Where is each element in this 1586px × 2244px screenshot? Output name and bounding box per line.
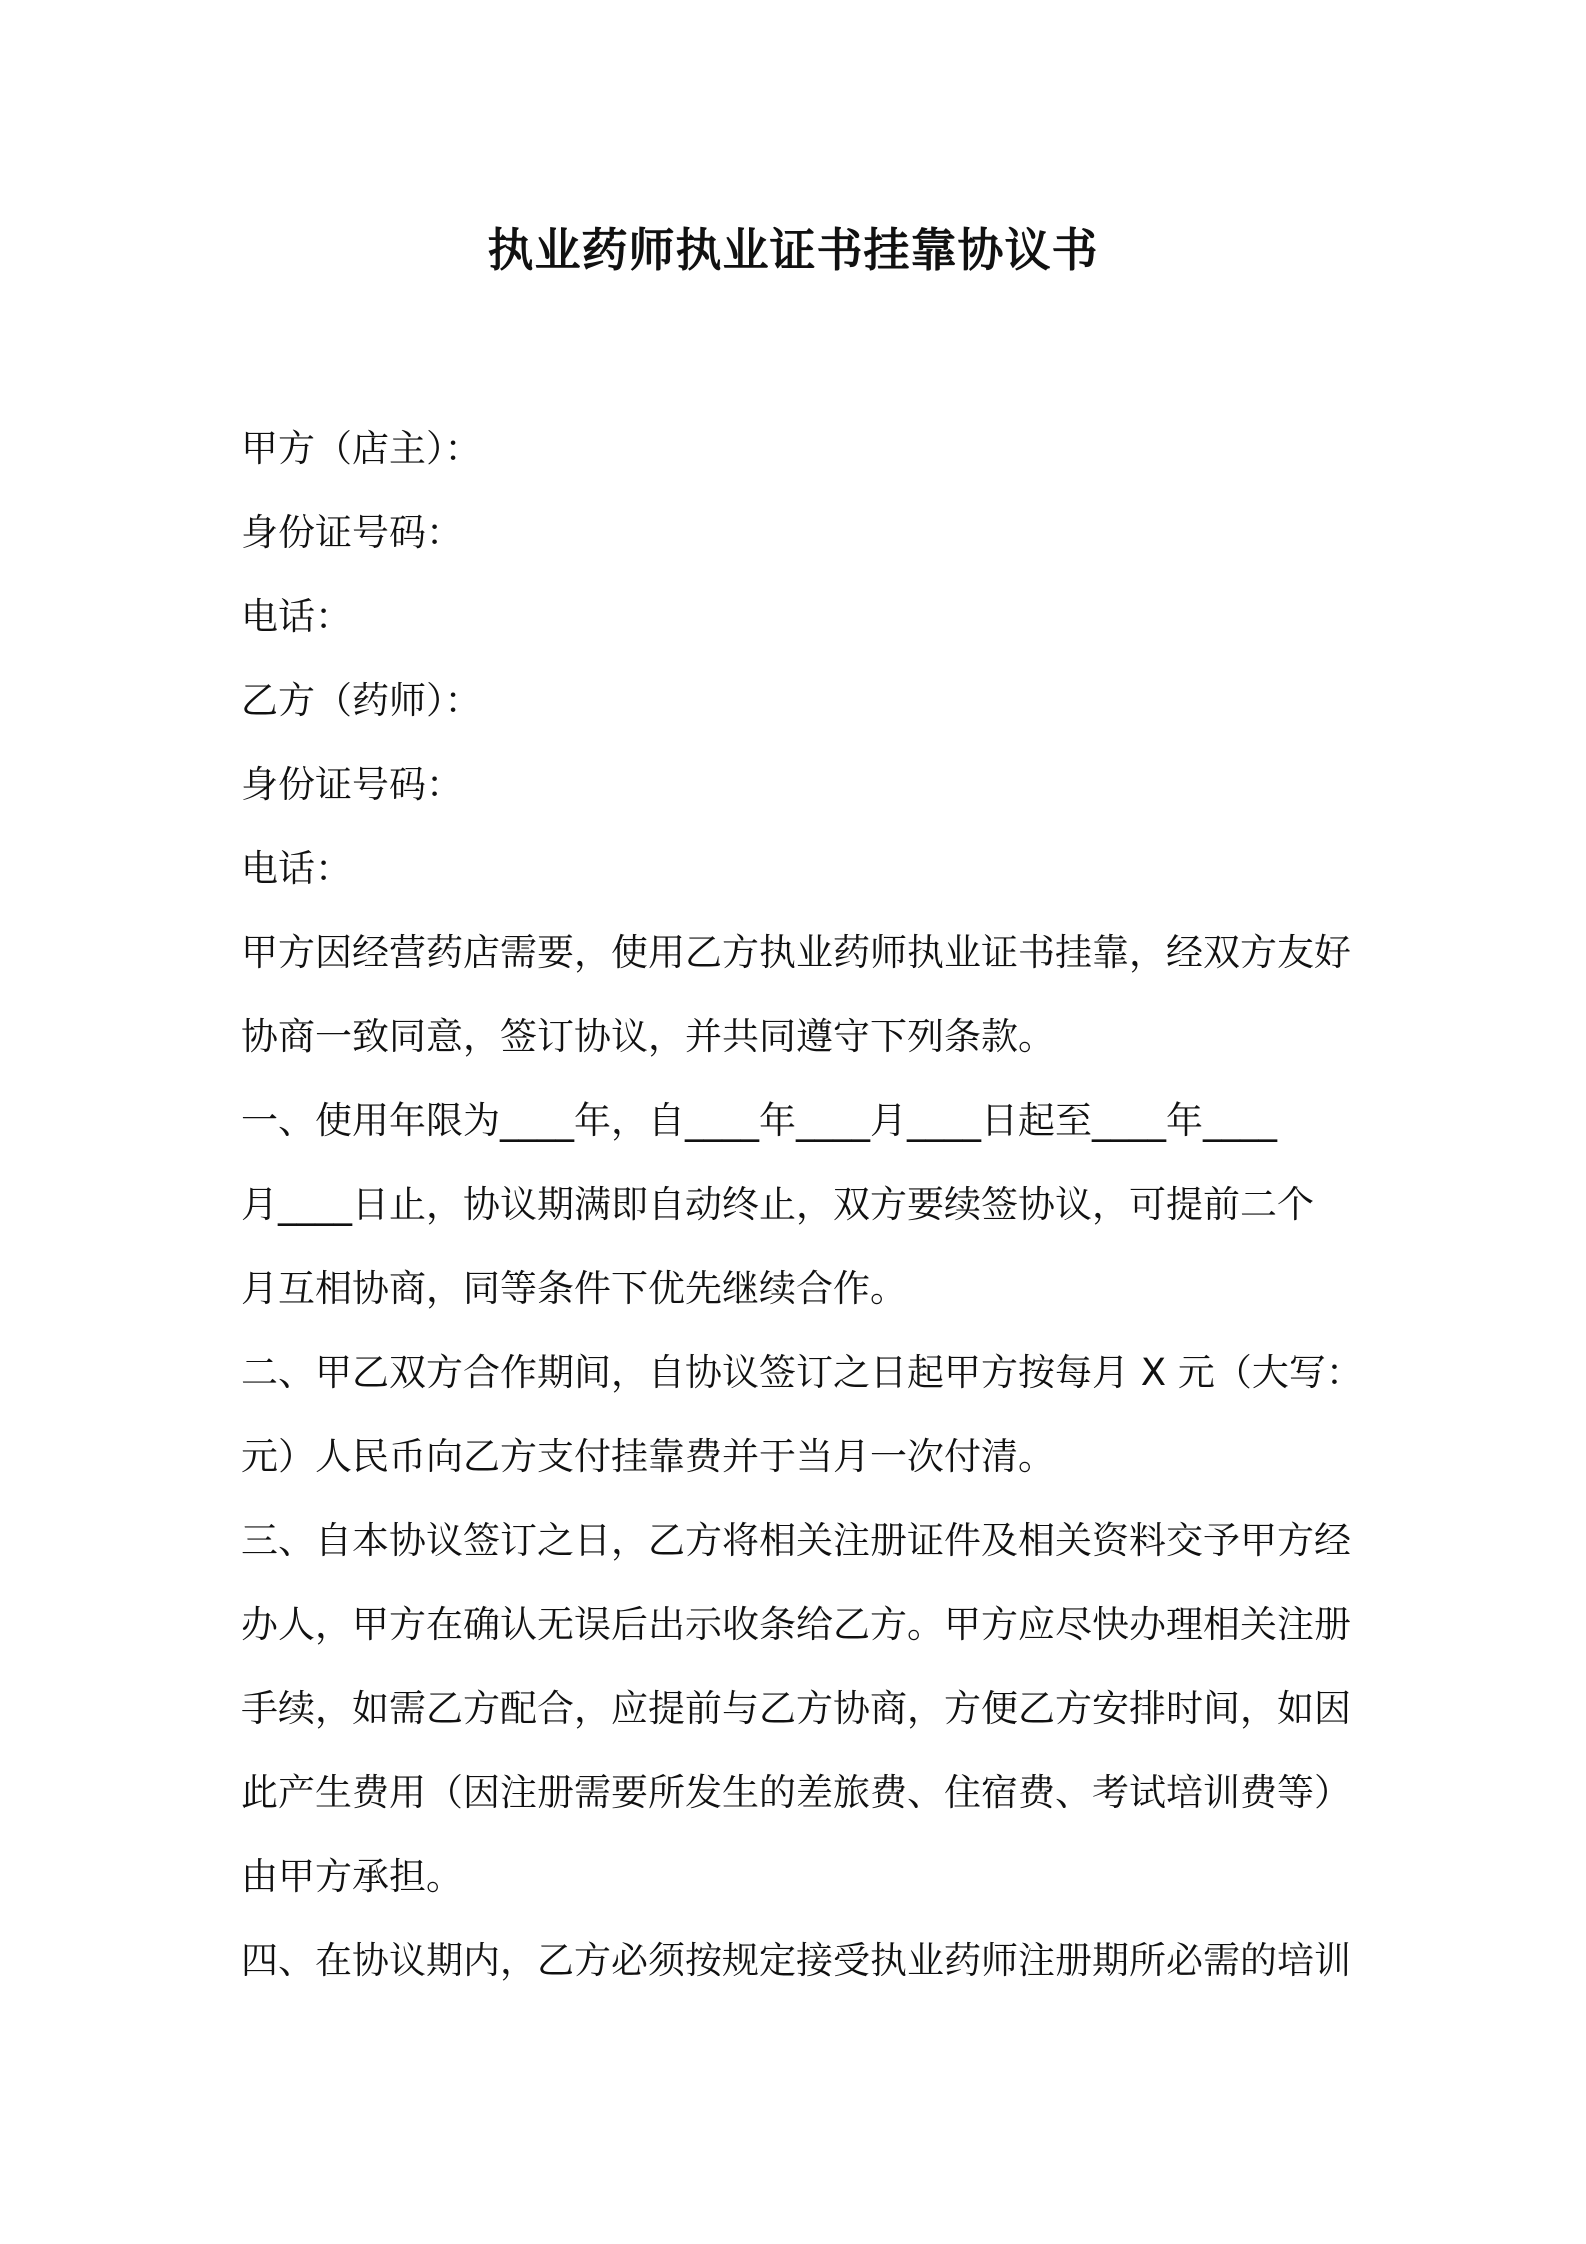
party-a-id-label: 身份证号码： <box>241 511 463 554</box>
clause-two-line: 元）人民币向乙方支付挂靠费并于当月一次付清。 <box>241 1435 1055 1478</box>
clause-three-line: 三、自本协议签订之日，乙方将相关注册证件及相关资料交予甲方经 <box>241 1519 1351 1562</box>
clause-three-line: 手续，如需乙方配合，应提前与乙方协商，方便乙方安排时间，如因 <box>241 1687 1351 1730</box>
party-b-id-label: 身份证号码： <box>241 763 463 806</box>
document-title: 执业药师执业证书挂靠协议书 <box>487 223 1099 277</box>
party-a-phone-label: 电话： <box>241 595 352 638</box>
party-a-label: 甲方（店主）： <box>241 427 482 470</box>
clause-two-line: 二、甲乙双方合作期间，自协议签订之日起甲方按每月 X 元（大写： <box>241 1351 1363 1394</box>
clause-three-line: 办人，甲方在确认无误后出示收条给乙方。甲方应尽快办理相关注册 <box>241 1603 1351 1646</box>
preamble-line: 甲方因经营药店需要，使用乙方执业药师执业证书挂靠，经双方友好 <box>241 931 1351 974</box>
party-b-label: 乙方（药师）： <box>241 679 482 722</box>
party-b-phone-label: 电话： <box>241 847 352 890</box>
document-body <box>241 407 1361 2003</box>
clause-four-line: 四、在协议期内，乙方必须按规定接受执业药师注册期所必需的培训 <box>241 1939 1351 1982</box>
clause-one-line: 一、使用年限为____年，自____年____月____日起至____年____ <box>241 1099 1277 1142</box>
clause-one-line: 月____日止，协议期满即自动终止，双方要续签协议，可提前二个 <box>241 1183 1314 1226</box>
clause-one-line: 月互相协商，同等条件下优先继续合作。 <box>241 1267 907 1310</box>
clause-three-line: 由甲方承担。 <box>241 1855 463 1898</box>
preamble-line: 协商一致同意，签订协议，并共同遵守下列条款。 <box>241 1015 1055 1058</box>
clause-three-line: 此产生费用（因注册需要所发生的差旅费、住宿费、考试培训费等） <box>241 1771 1351 1814</box>
